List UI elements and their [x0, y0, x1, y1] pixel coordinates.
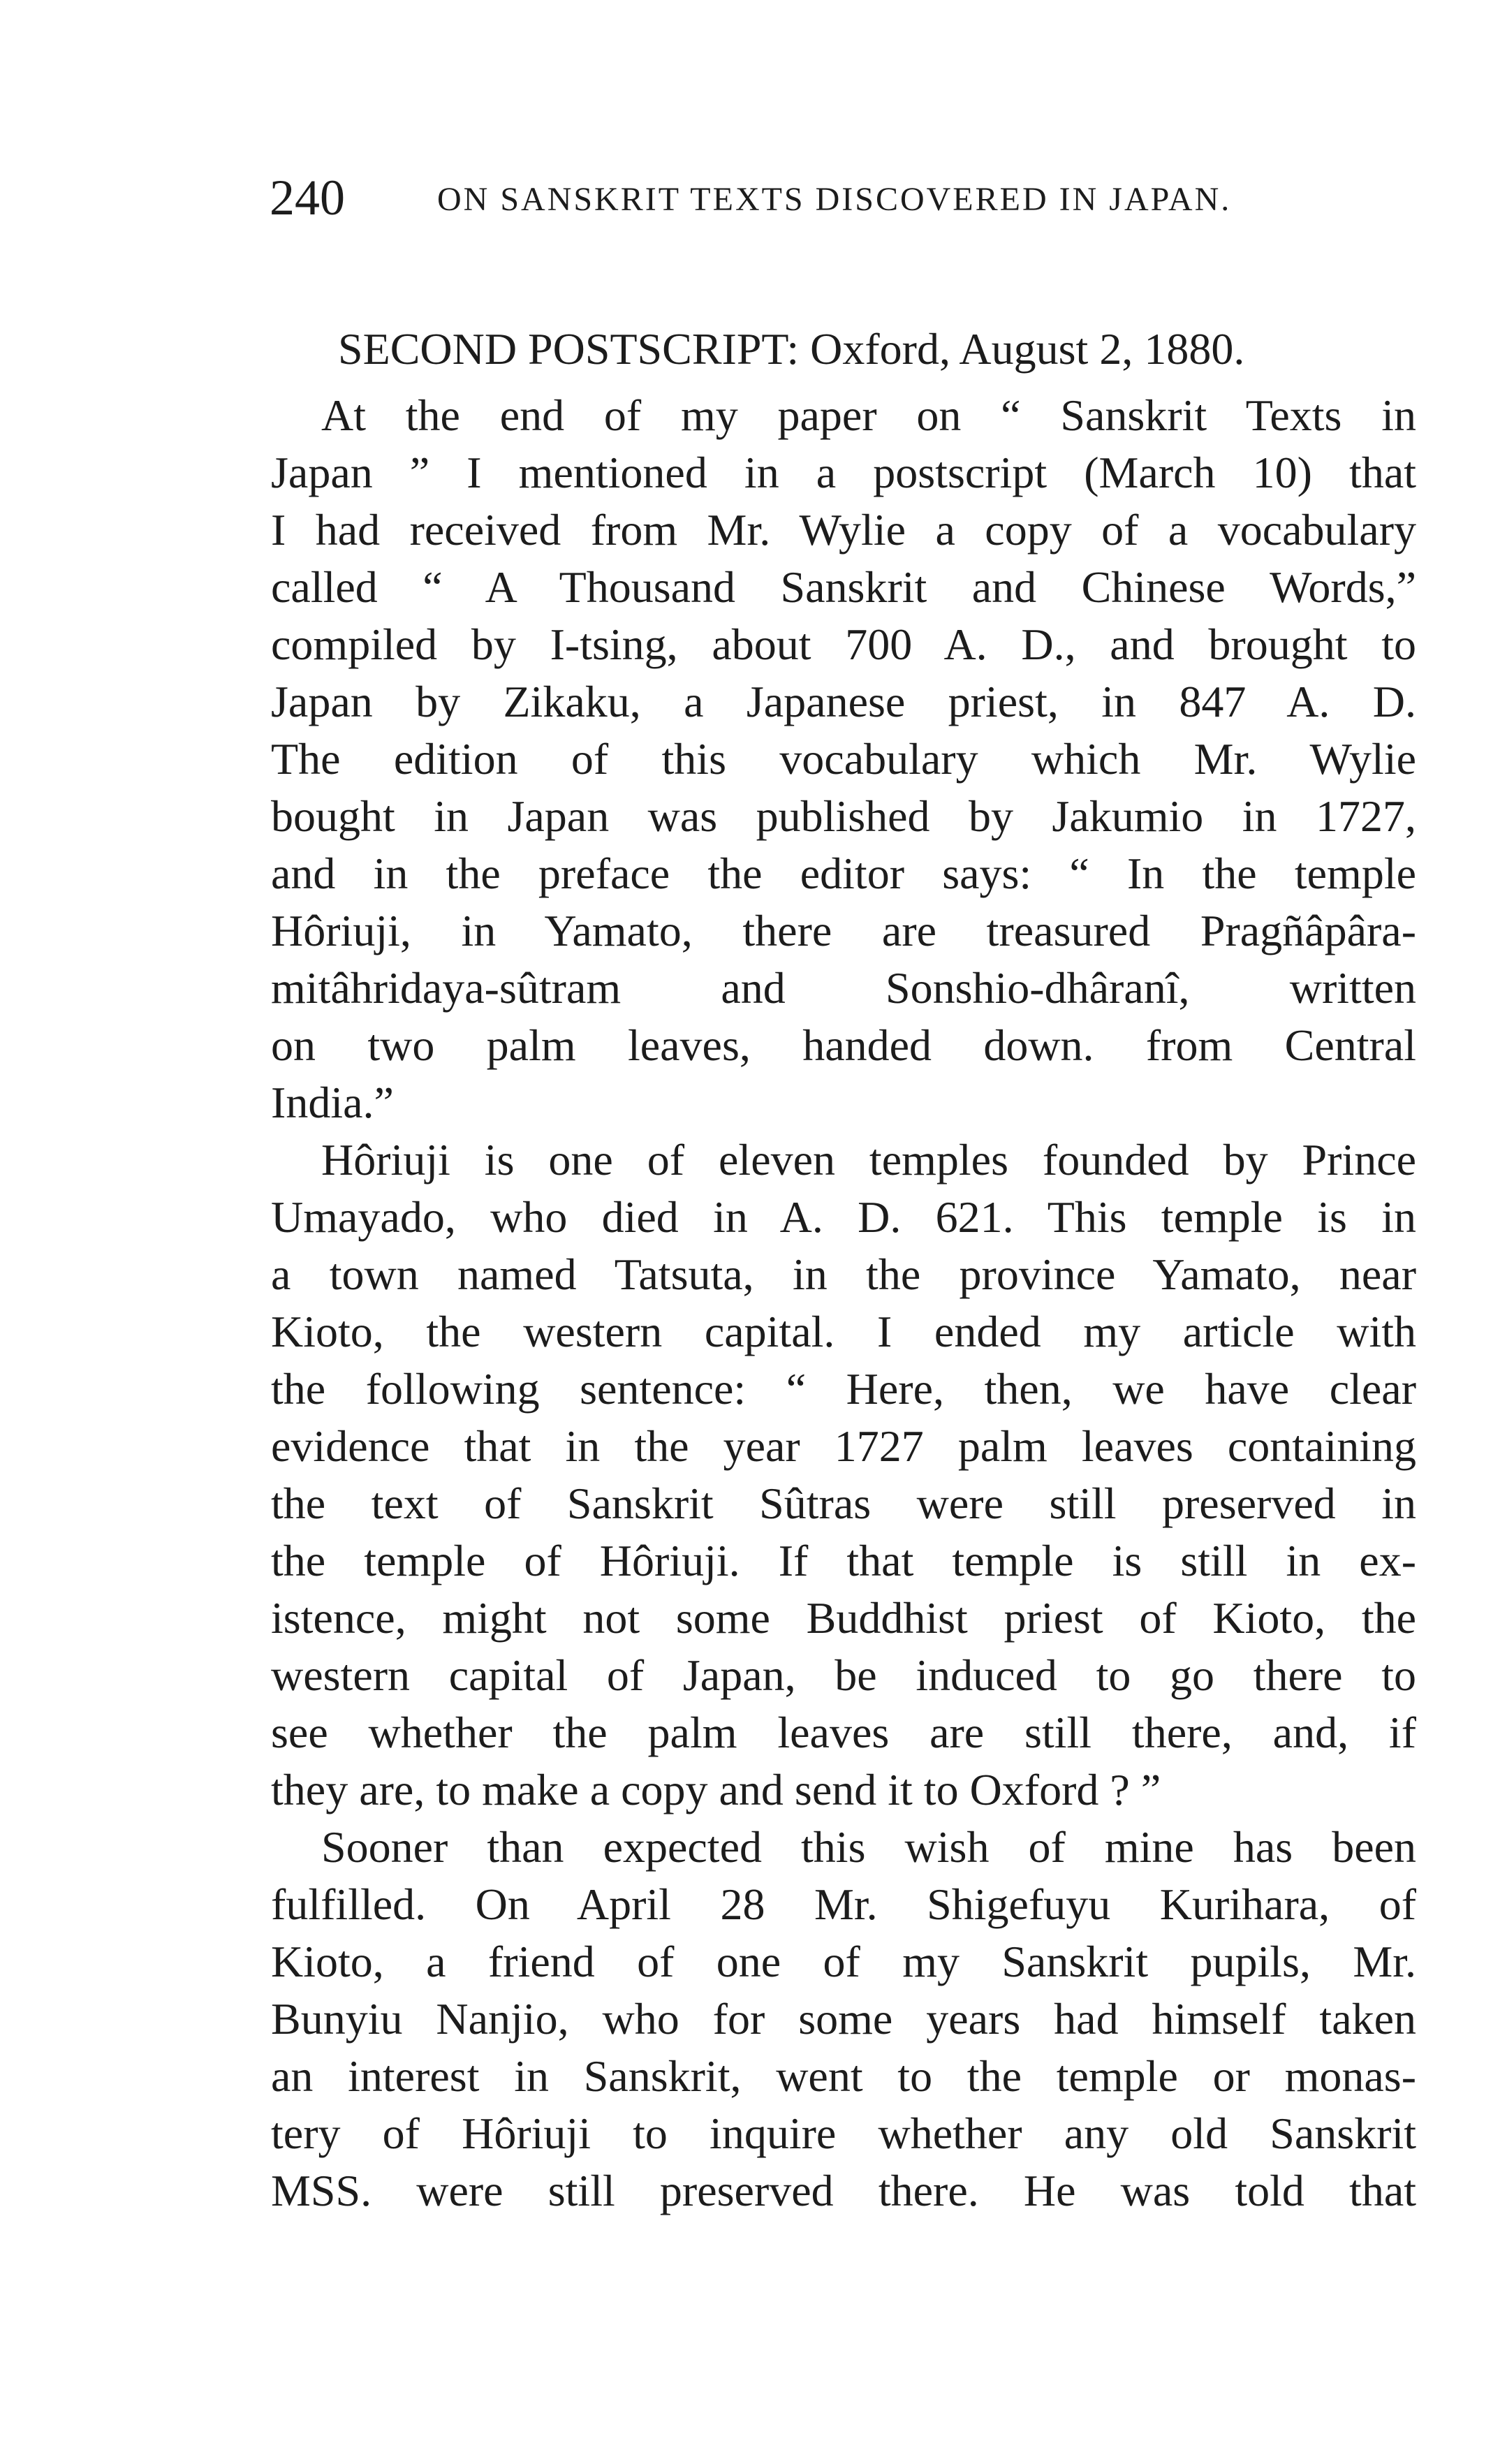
- text-line: compiled by I-tsing, about 700 A. D., and brought to: [271, 619, 1416, 669]
- running-header: [270, 166, 1415, 229]
- text-line: tery of Hôriuji to inquire whether any old Sanskrit: [271, 2109, 1416, 2158]
- text-line: a town named Tatsuta, in the province Yamato, near: [271, 1249, 1416, 1299]
- text-line: Sooner than expected this wish of mine has been: [321, 1822, 1416, 1872]
- text-line: the text of Sanskrit Sûtras were still preserved in: [271, 1479, 1416, 1528]
- text-line: western capital of Japan, be induced to go there to: [271, 1650, 1416, 1700]
- text-line: I had received from Mr. Wylie a copy of a vocabulary: [271, 505, 1416, 555]
- text-line: India.”: [271, 1078, 394, 1127]
- text-line: on two palm leaves, handed down. from Central: [271, 1020, 1416, 1070]
- text-line: Hôriuji is one of eleven temples founded by Prince: [321, 1135, 1416, 1185]
- text-line: Kioto, a friend of one of my Sanskrit pupils, Mr.: [271, 1937, 1416, 1986]
- text-line: called “ A Thousand Sanskrit and Chinese Words,”: [271, 562, 1416, 612]
- text-line: the temple of Hôriuji. If that temple is still in ex-: [271, 1536, 1416, 1585]
- text-line: Japan by Zikaku, a Japanese priest, in 847 A. D.: [271, 677, 1416, 726]
- text-line: an interest in Sanskrit, went to the temple or monas-: [271, 2051, 1416, 2101]
- text-line: Kioto, the western capital. I ended my article with: [271, 1307, 1416, 1356]
- text-line: they are, to make a copy and send it to Oxford ? ”: [271, 1765, 1161, 1814]
- text-line: the following sentence: “ Here, then, we have clear: [271, 1364, 1416, 1414]
- text-line: istence, might not some Buddhist priest of Kioto, the: [271, 1593, 1416, 1643]
- text-line: Bunyiu Nanjio, who for some years had himself taken: [271, 1994, 1416, 2044]
- text-line: Japan ” I mentioned in a postscript (March 10) that: [271, 448, 1416, 497]
- text-line: The edition of this vocabulary which Mr. Wylie: [271, 734, 1416, 784]
- body-text: [271, 314, 1416, 2220]
- page-number: 240: [270, 170, 345, 226]
- running-title: ON SANSKRIT TEXTS DISCOVERED IN JAPAN.: [437, 181, 1232, 218]
- text-line: bought in Japan was published by Jakumio in 1727,: [271, 791, 1416, 841]
- text-line: Hôriuji, in Yamato, there are treasured Pragñâpâra-: [271, 906, 1416, 955]
- text-line: mitâhridaya-sûtram and Sonshio-dhâranî, written: [271, 963, 1416, 1013]
- text-line: and in the preface the editor says: “ In the temple: [271, 849, 1416, 898]
- text-line: fulfilled. On April 28 Mr. Shigefuyu Kurihara, of: [271, 1879, 1416, 1929]
- text-line: evidence that in the year 1727 palm leaves containing: [271, 1421, 1416, 1471]
- text-line: Umayado, who died in A. D. 621. This temple is in: [271, 1192, 1416, 1242]
- text-line: MSS. were still preserved there. He was told that: [271, 2166, 1416, 2215]
- text-line: see whether the palm leaves are still there, and, if: [271, 1708, 1416, 1757]
- text-line: At the end of my paper on “ Sanskrit Texts in: [321, 390, 1416, 440]
- postscript-heading: SECOND POSTSCRIPT: Oxford, August 2, 1880.: [338, 324, 1245, 374]
